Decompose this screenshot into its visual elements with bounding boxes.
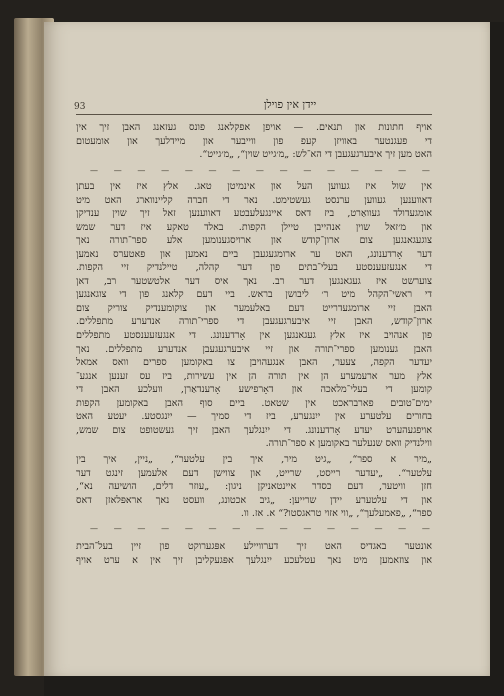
text-line: צוערשט איז געגאנגען דער רב. נאך איס דער אלטשטער רב, דאן bbox=[76, 275, 432, 287]
text-line: עלטער“. „יעדער רייסט, שרייט, און צווישן דעם אלעמען זינגט דער bbox=[76, 467, 432, 479]
text-line: קומען די בעלי־מלאכה און דאָרפישע אָרענדאַרן, וועלכע האבן די bbox=[76, 384, 432, 396]
text-line: די ראשי־הקהל מיט ר׳ ליבושן בראש. ביי דעם קלאנג פון די צוגאנגען bbox=[76, 289, 432, 301]
text-line: בחורים עלטערע אין ייִנגערע, ביז די סמיך — ייִנגסטע. יעטע האט bbox=[76, 411, 432, 423]
text-line: אונטער באגדיס האט זיך דערוויילע אפּגערוקט פון זיין בעל־הבית bbox=[76, 541, 432, 552]
paragraph-3 bbox=[76, 453, 432, 521]
text-line: חזן וויטער, דעם כסדר איינטאניקן ניגון: „עוזר דלים, הושיעה נא“, bbox=[76, 481, 432, 493]
text-line: אלץ מער ארעמערע הן אין תורה הן אין עשירות, ביז עס זענען אנגע־ bbox=[76, 370, 432, 382]
text-line: און צוזאמען מיט נאך עטלעכע ייִנגלעך אפּגעקליבן זיך אין א ערט אויף bbox=[76, 554, 432, 566]
text-line: דער אָרדענונג, האט ער ארומגעגעבן ביים נאמען און פאטערס נאמען bbox=[76, 248, 432, 260]
right-dark-strip bbox=[490, 22, 504, 676]
paragraph-1 bbox=[76, 121, 432, 162]
text-line: אומגעדולד געוואַרט, ביז דאס איינגעלעבטע דאווענען זאל זיך שוין ענדיקן bbox=[76, 208, 432, 220]
text-line: די אנגעזעענסטע בעלי־בתים פון דער קהלה, טיילנדיק זיי הקפות. bbox=[76, 262, 432, 274]
text-line: ארון־קודש, האבן זיי איבערגעגעבן די ספרי־תורה אנדערע מתפללים. bbox=[76, 316, 432, 328]
text-line: די פעגנטער באוויזן קעפ פון ווייבער און מיידלעך און אומעטום bbox=[76, 135, 432, 147]
bottom-dark-strip bbox=[44, 676, 504, 696]
text-line: האבן גענומען ספרי־תורה און זיי איבערגעגעבן אנדערע מתפללים. נאך bbox=[76, 343, 432, 355]
header-rule bbox=[76, 114, 432, 115]
text-line: אויפגעהערט יעדע אָרדענונג. די ייִנגלעך האבן זיך געשטופט צום שמש, bbox=[76, 424, 432, 436]
text-line: „מיר א ספר“, „גיט מיר, איך בין עלטער“, „ניין, איך בין bbox=[76, 454, 432, 465]
text-line: האבן זיי ארומגעדרייט דעם באלעמער און צוקומענדיק צוריק צום bbox=[76, 302, 432, 314]
text-line: דאווענען געווען ערנסט געשטימט. נאר די חברה קליינווארג האט מיט bbox=[76, 194, 432, 206]
text-line: ווילנדיק וואס שנעלער באקומען א ספר־תורה. bbox=[265, 438, 432, 450]
paragraph-2 bbox=[76, 180, 432, 451]
text-line: ימים־טובים פארבראכט אין שטאט. ביים סוף האבן באקומען הקפות bbox=[76, 397, 432, 409]
text-line: און מ׳זאל שוין אנהייבן טיילן הקפות. באלד טאקע איז דער שמש bbox=[76, 221, 432, 233]
text-line: יעדער הקפה, צעער, האבן אנגעהויבן צו באקומען ספרים וואס אמאל bbox=[76, 357, 432, 369]
page-number: 93 bbox=[74, 102, 86, 112]
text-line: האט מען זיך איבערגעגעבן די הא־לש: „מ׳גייט שוין“, „מ׳גייט“. bbox=[199, 149, 432, 161]
section-divider: — — — — — — — — — — — — — — — bbox=[90, 524, 430, 533]
text-line: פון אנהויב איז אלץ געגאנגען אין אָרדענונג. די אנגעזעענסטע מתפללים bbox=[76, 330, 432, 342]
running-head: יידן אין פוילן bbox=[263, 98, 317, 111]
text-line: און די עלטערע יידן שרייען: „גיב אכטונג, וועסט נאך אראפּלאזן דאס bbox=[76, 494, 432, 506]
text-line: ספר“, „פאמעלעך“, „ווי אזוי טראגסטו?“ א. אז. וו. bbox=[240, 508, 432, 520]
section-divider: — — — — — — — — — — — — — — — bbox=[90, 166, 430, 175]
text-line: אין שול איז געווען העל און אינמיטן טאג. אלץ איז אין בעתן bbox=[76, 181, 432, 192]
paragraph-4 bbox=[76, 540, 432, 567]
text-line: צוגעגאנגען צום ארון־קודש און ארויסגענומען אלע ספר־תורה נאך bbox=[76, 235, 432, 247]
text-line: אויף חתונות און תנאים. — אויפן אפקלאנג פונס געזאנג האבן זיך אין bbox=[76, 122, 432, 133]
